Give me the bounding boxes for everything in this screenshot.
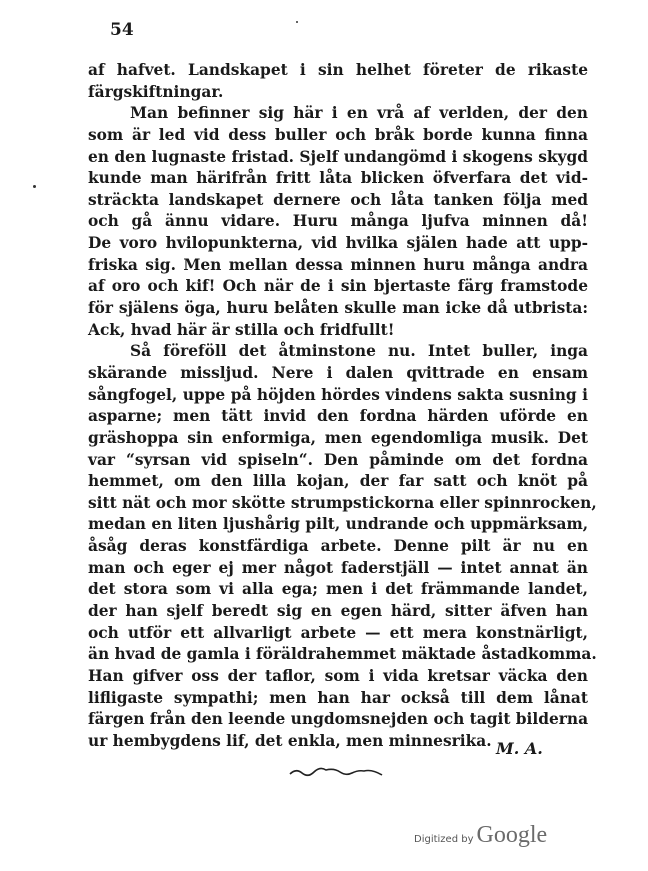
text-line: gräshoppa sin enformiga, men egendomliga musik. Det	[88, 428, 588, 447]
text-line: åsåg deras konstfärdiga arbete. Denne pilt är nu en	[88, 537, 588, 556]
text-line: Man befinner sig här i en vrå af verlden, der den	[130, 104, 588, 123]
text-line: af hafvet. Landskapet i sin helhet företer de rikaste	[88, 61, 588, 79]
text-line: en den lugnaste fristad. Sjelf undangömd i skogens skygd	[88, 147, 588, 166]
text-line: asparne; men tätt invid den fordna härden uförde en	[88, 407, 588, 426]
text-line: hemmet, om den lilla kojan, der far satt och knöt på	[88, 472, 588, 491]
text-line: som är led vid dess buller och bråk borde kunna finna	[88, 125, 588, 144]
text-line: Han gifver oss der taflor, som i vida kretsar väcka den	[88, 666, 588, 685]
text-line: lifligaste sympathi; men han har också till dem lånat	[88, 688, 588, 707]
text-line: man och eger ej mer något faderstjäll — intet annat än	[88, 558, 588, 577]
text-line: och utför ett allvarligt arbete — ett mera konstnärligt,	[88, 623, 588, 642]
text-line: kunde man härifrån fritt låta blicken öfverfara det vid-	[88, 169, 588, 188]
text-line: Så föreföll det åtminstone nu. Intet buller, inga	[130, 342, 588, 361]
text-line: af oro och kif! Och när de i sin bjertaste färg framstode	[88, 277, 588, 296]
text-line: var “syrsan vid spiseln“. Den påminde om det fordna	[88, 450, 588, 469]
ink-speck	[296, 21, 298, 23]
wavy-flourish-icon	[288, 763, 384, 782]
text-line: friska sig. Men mellan dessa minnen huru många andra	[88, 255, 588, 274]
page-number: 54	[110, 20, 134, 40]
body-text	[88, 60, 597, 753]
digitized-label: Digitized by	[414, 834, 474, 845]
google-logo: Google	[476, 822, 548, 848]
text-line: sträckta landskapet dernere och låta tanken följa med	[88, 190, 588, 209]
text-line: sångfogel, uppe på höjden hördes vindens sakta susning i	[88, 385, 588, 404]
text-line: och gå ännu vidare. Huru många ljufva minnen då!	[88, 212, 588, 231]
text-line: än hvad de gamla i föräldrahemmet mäktade åstadkomma.	[88, 645, 597, 664]
text-line: De voro hvilopunkterna, vid hvilka själen hade att upp-	[88, 234, 588, 253]
author-signature: M. A.	[496, 739, 543, 758]
text-line: medan en liten ljushårig pilt, undrande och uppmärksam,	[88, 515, 589, 534]
text-line: ur hembygdens lif, det enkla, men minnesrika.	[88, 731, 492, 750]
text-line: det stora som vi alla ega; men i det främmande landet,	[88, 580, 588, 599]
text-line: för själens öga, huru belåten skulle man icke då utbrista:	[88, 299, 588, 318]
ink-speck	[33, 185, 36, 188]
text-line: färgskiftningar.	[88, 82, 224, 101]
text-line: Ack, hvad här är stilla och fridfullt!	[88, 320, 395, 339]
text-line: skärande missljud. Nere i dalen qvittrade en ensam	[88, 363, 588, 382]
text-line: färgen från den leende ungdomsnejden och tagit bilderna	[88, 710, 589, 729]
text-line: sitt nät och mor skötte strumpstickorna eller spinnrocken,	[88, 493, 597, 512]
digitized-by-google-watermark	[414, 822, 547, 849]
text-line: der han sjelf beredt sig en egen härd, sitter äfven han	[88, 602, 588, 621]
